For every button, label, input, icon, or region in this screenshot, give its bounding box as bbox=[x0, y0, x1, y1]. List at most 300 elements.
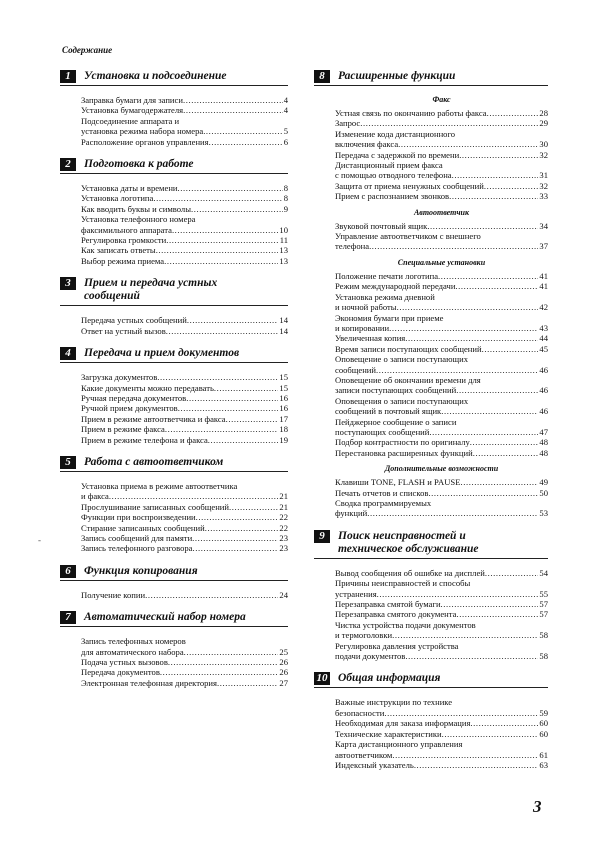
dot-leader bbox=[452, 170, 539, 180]
dot-leader bbox=[392, 750, 538, 760]
section-heading bbox=[314, 70, 548, 86]
toc-page-number: 50 bbox=[539, 487, 548, 498]
toc-entry-text: сообщений bbox=[335, 364, 377, 375]
toc-entry-text: и факса bbox=[81, 491, 109, 502]
toc-entry-text: Прием в режиме автоответчика и факса bbox=[81, 413, 226, 424]
toc-entry bbox=[335, 271, 548, 281]
section-number-badge: 7 bbox=[60, 611, 76, 624]
toc-page-number: 32 bbox=[539, 149, 548, 160]
section-heading bbox=[60, 456, 288, 472]
toc-page-number: 28 bbox=[539, 108, 548, 118]
toc-section bbox=[60, 456, 288, 554]
toc-entry-row bbox=[335, 181, 548, 191]
toc-page-number: 18 bbox=[279, 424, 288, 435]
toc-entry bbox=[81, 678, 288, 688]
toc-section bbox=[60, 158, 288, 266]
toc-page-number: 24 bbox=[279, 589, 288, 600]
toc-entry-row bbox=[335, 589, 548, 599]
toc-page-number: 41 bbox=[539, 281, 548, 292]
dot-leader bbox=[428, 488, 538, 498]
toc-entry-row bbox=[81, 126, 288, 136]
toc-page-number: 41 bbox=[539, 270, 548, 281]
dot-leader bbox=[376, 365, 538, 375]
toc-entry-line: Сводка программируемых bbox=[335, 498, 432, 508]
toc-entry-text: Передача с задержкой по времени bbox=[335, 149, 460, 160]
dot-leader bbox=[427, 221, 538, 231]
toc-entry-text: сообщений в почтовый ящик bbox=[335, 406, 442, 417]
toc-entry-text: Прослушивание записанных сообщений bbox=[81, 501, 230, 512]
toc-entry bbox=[335, 354, 548, 375]
toc-entry-text: Перестановка расширенных функций bbox=[335, 447, 473, 458]
toc-page-number: 60 bbox=[539, 718, 548, 729]
toc-page-number: 26 bbox=[279, 667, 288, 678]
toc-entry-row bbox=[81, 204, 288, 214]
section-number-badge: 4 bbox=[60, 347, 76, 360]
toc-page-number: 45 bbox=[539, 343, 548, 354]
toc-entry bbox=[335, 333, 548, 343]
section-entries bbox=[314, 568, 548, 662]
dot-leader bbox=[470, 718, 538, 728]
toc-entry-line: Установка режима дневной bbox=[335, 291, 435, 302]
section-heading bbox=[60, 565, 288, 581]
toc-entry-text: Прием в режиме факса bbox=[81, 424, 165, 435]
section-number-badge: 2 bbox=[60, 158, 76, 171]
toc-entry-row bbox=[335, 729, 548, 739]
section-entries bbox=[60, 372, 288, 445]
toc-entry-row bbox=[81, 256, 288, 266]
toc-entry bbox=[81, 543, 288, 553]
section-entries bbox=[60, 636, 288, 688]
toc-entry-text: Положение печати логотипа bbox=[335, 270, 439, 281]
toc-page-number: 57 bbox=[539, 599, 548, 610]
toc-entry-row bbox=[81, 403, 288, 413]
dot-leader bbox=[196, 512, 279, 522]
toc-entry-text: автоответчиком bbox=[335, 749, 393, 760]
section-heading bbox=[314, 672, 548, 688]
toc-entry bbox=[335, 718, 548, 728]
toc-entry bbox=[81, 414, 288, 424]
toc-entry-row bbox=[335, 241, 548, 251]
dot-leader bbox=[456, 609, 538, 619]
toc-entry-text: Как вводить буквы и символы bbox=[81, 203, 191, 214]
dot-leader bbox=[369, 241, 538, 251]
toc-entry bbox=[335, 760, 548, 770]
toc-entry bbox=[81, 245, 288, 255]
dot-leader bbox=[153, 193, 282, 203]
toc-entry-row bbox=[335, 365, 548, 375]
section-heading bbox=[60, 70, 288, 86]
section-entries bbox=[314, 221, 548, 252]
toc-entry bbox=[335, 118, 548, 128]
toc-page-number: 57 bbox=[539, 609, 548, 620]
toc-entry bbox=[335, 181, 548, 191]
toc-entry-line: Экономия бумаги при приеме bbox=[335, 312, 444, 323]
dot-leader bbox=[186, 393, 278, 403]
toc-entry bbox=[335, 231, 548, 252]
toc-page-number: 25 bbox=[279, 646, 288, 657]
toc-page-number: 58 bbox=[539, 651, 548, 662]
toc-page-number: 60 bbox=[539, 728, 548, 739]
section-heading bbox=[314, 530, 548, 559]
toc-entry-text: Защита от приема ненужных сообщений bbox=[335, 180, 484, 191]
toc-entry-row bbox=[81, 193, 288, 203]
dot-leader bbox=[397, 302, 539, 312]
toc-entry bbox=[335, 129, 548, 150]
toc-entry-row bbox=[335, 271, 548, 281]
subsection-title: Специальные установки bbox=[397, 257, 486, 267]
toc-page-number: 15 bbox=[279, 382, 288, 393]
toc-entry bbox=[81, 326, 288, 336]
dot-leader bbox=[473, 448, 539, 458]
toc-entry-text: Загрузка документов bbox=[81, 372, 158, 383]
dot-leader bbox=[367, 508, 538, 518]
dot-leader bbox=[405, 651, 538, 661]
section-number-badge: 10 bbox=[314, 672, 330, 685]
toc-entry bbox=[81, 481, 288, 502]
toc-entry-text: Время записи поступающих сообщений bbox=[335, 343, 482, 354]
dot-leader bbox=[160, 667, 279, 677]
toc-page-number: 22 bbox=[279, 522, 288, 533]
dot-leader bbox=[183, 95, 283, 105]
dot-leader bbox=[459, 150, 538, 160]
toc-entry bbox=[81, 383, 288, 393]
toc-entry-text: Увеличенная копия bbox=[335, 333, 406, 344]
toc-entry-text: установка режима набора номера bbox=[81, 126, 204, 137]
toc-page-number: 63 bbox=[539, 759, 548, 770]
toc-entry-text: Индексный указатель bbox=[335, 759, 414, 770]
section-title: Прием и передача устных сообщений bbox=[84, 277, 218, 303]
toc-entry-text: Клавиши TONE, FLASH и PAUSE bbox=[335, 477, 461, 488]
toc-entry bbox=[81, 533, 288, 543]
toc-entry-row bbox=[335, 323, 548, 333]
toc-entry-row bbox=[81, 326, 288, 336]
dot-leader bbox=[209, 137, 283, 147]
toc-page-number: 16 bbox=[279, 392, 288, 403]
dot-leader bbox=[441, 599, 539, 609]
toc-entry-text: Выбор режима приема bbox=[81, 255, 165, 266]
toc-entry bbox=[335, 697, 548, 718]
toc-entry bbox=[335, 498, 548, 519]
toc-entry bbox=[335, 437, 548, 447]
toc-section bbox=[60, 277, 288, 336]
toc-entry bbox=[81, 636, 288, 657]
toc-entry-row bbox=[335, 477, 548, 487]
toc-page-number: 19 bbox=[279, 434, 288, 445]
section-number-badge: 9 bbox=[314, 530, 330, 543]
toc-page-number: 5 bbox=[283, 126, 288, 137]
dot-leader bbox=[156, 245, 279, 255]
toc-entry-text: Как записать ответы bbox=[81, 245, 156, 256]
toc-entry-text: и термоголовки bbox=[335, 630, 393, 641]
dot-leader bbox=[389, 323, 538, 333]
toc-page-number: 44 bbox=[539, 333, 548, 344]
toc-entry-row bbox=[335, 750, 548, 760]
toc-entry-text: Функции при воспроизведении bbox=[81, 512, 196, 523]
toc-entry-text: телефона bbox=[335, 241, 370, 252]
toc-entry-text: Электронная телефонная директория bbox=[81, 677, 217, 688]
toc-entry bbox=[81, 315, 288, 325]
toc-section bbox=[60, 611, 288, 688]
toc-page-number: 31 bbox=[539, 170, 548, 181]
toc-page-number: 42 bbox=[539, 302, 548, 313]
toc-entry bbox=[335, 292, 548, 313]
toc-entry-text: Получение копии bbox=[81, 589, 146, 600]
toc-entry-row bbox=[335, 708, 548, 718]
dot-leader bbox=[482, 344, 539, 354]
toc-entry-line: Пейджерное сообщение о записи bbox=[335, 416, 457, 427]
toc-entry bbox=[335, 477, 548, 487]
toc-entry-line: Установка приема в режиме автоответчика bbox=[81, 480, 238, 491]
toc-page-number: 14 bbox=[279, 315, 288, 326]
section-entries bbox=[60, 183, 288, 266]
toc-entry bbox=[335, 578, 548, 599]
toc-entry-row bbox=[335, 139, 548, 149]
toc-entry-row bbox=[81, 315, 288, 325]
toc-entry-row bbox=[335, 406, 548, 416]
section-number-badge: 5 bbox=[60, 456, 76, 469]
toc-entry-row bbox=[335, 448, 548, 458]
toc-entry-line: Карта дистанционного управления bbox=[335, 739, 463, 750]
dot-leader bbox=[484, 181, 539, 191]
toc-page-number: 13 bbox=[279, 245, 288, 256]
toc-entry-row bbox=[335, 609, 548, 619]
section-title: Поиск неисправностей и техническое обслуживание bbox=[338, 529, 479, 555]
toc-entry-text: Передача устных сообщений bbox=[81, 315, 187, 326]
dot-leader bbox=[157, 372, 278, 382]
subsection-title: Автоответчик bbox=[413, 207, 470, 217]
dot-leader bbox=[183, 105, 283, 115]
toc-entry bbox=[335, 150, 548, 160]
toc-entry-line: Изменение кода дистанционного bbox=[335, 128, 456, 139]
toc-entry bbox=[335, 375, 548, 396]
toc-entry-text: Необходимая для заказа информация bbox=[335, 718, 471, 729]
toc-entry-line: Дистанционный прием факса bbox=[335, 160, 443, 171]
toc-page-number: 21 bbox=[279, 491, 288, 502]
toc-entry-row bbox=[335, 302, 548, 312]
toc-entry bbox=[81, 214, 288, 235]
toc-entry bbox=[81, 116, 288, 137]
toc-entry bbox=[335, 417, 548, 438]
toc-page-number: 47 bbox=[539, 426, 548, 437]
toc-right-column bbox=[314, 70, 548, 781]
toc-entry-text: подачи документов bbox=[335, 651, 406, 662]
dot-leader bbox=[208, 435, 279, 445]
section-number-badge: 3 bbox=[60, 277, 76, 290]
toc-entry-row bbox=[335, 108, 548, 118]
toc-entry-text: безопасности bbox=[335, 707, 385, 718]
dot-leader bbox=[166, 326, 279, 336]
toc-entry-text: Расположение органов управления bbox=[81, 136, 209, 147]
toc-page-number: 30 bbox=[539, 139, 548, 150]
toc-entry-text: записи поступающих сообщений bbox=[335, 385, 457, 396]
section-title: Общая информация bbox=[338, 672, 441, 685]
toc-section bbox=[60, 70, 288, 147]
toc-entry-text: Передача документов bbox=[81, 667, 160, 678]
toc-entry bbox=[335, 448, 548, 458]
dot-leader bbox=[166, 235, 278, 245]
toc-entry-row bbox=[81, 105, 288, 115]
toc-entry-text: Запись сообщений для памяти bbox=[81, 532, 193, 543]
toc-entry-row bbox=[335, 651, 548, 661]
toc-entry-row bbox=[335, 281, 548, 291]
toc-entry bbox=[81, 667, 288, 677]
section-heading bbox=[60, 277, 288, 306]
toc-entry bbox=[81, 590, 288, 600]
toc-entry-row bbox=[81, 393, 288, 403]
section-title: Подготовка к работе bbox=[84, 158, 194, 171]
dot-leader bbox=[384, 708, 538, 718]
toc-entry-text: Печать отчетов и списков bbox=[335, 487, 429, 498]
section-entries bbox=[60, 481, 288, 554]
section-heading bbox=[60, 158, 288, 174]
section-heading bbox=[60, 347, 288, 363]
toc-entry-text: Перезаправка смятой бумаги bbox=[335, 599, 441, 610]
toc-entry bbox=[335, 568, 548, 578]
dot-leader bbox=[456, 385, 538, 395]
toc-entry-text: с помощью отводного телефона bbox=[335, 170, 452, 181]
toc-entry-text: для автоматического набора bbox=[81, 646, 184, 657]
toc-entry-text: Устная связь по окончанию работы факса bbox=[335, 108, 487, 118]
dot-leader bbox=[226, 414, 279, 424]
toc-entry bbox=[335, 620, 548, 641]
toc-entry-text: Вывод сообщения об ошибке на дисплей bbox=[335, 567, 485, 578]
toc-entry bbox=[335, 396, 548, 417]
toc-page-number: 49 bbox=[539, 477, 548, 488]
toc-entry bbox=[335, 191, 548, 201]
toc-entry-row bbox=[81, 657, 288, 667]
toc-entry-text: Какие документы можно передавать bbox=[81, 382, 214, 393]
toc-entry-row bbox=[81, 225, 288, 235]
toc-entry-row bbox=[81, 424, 288, 434]
toc-page-number: 33 bbox=[539, 191, 548, 202]
toc-entry-row bbox=[81, 372, 288, 382]
toc-entry-text: поступающих сообщений bbox=[335, 426, 430, 437]
toc-entry bbox=[81, 95, 288, 105]
section-title: Автоматический набор номера bbox=[84, 611, 246, 624]
toc-entry-row bbox=[81, 95, 288, 105]
toc-entry-row bbox=[335, 488, 548, 498]
toc-page-number: 15 bbox=[279, 372, 288, 383]
toc-page-number: 13 bbox=[279, 255, 288, 266]
toc-entry-text: Запрос bbox=[335, 118, 361, 129]
toc-entry-text: включения факса bbox=[335, 139, 399, 150]
toc-entry-row bbox=[335, 760, 548, 770]
toc-entry-line: Подсоединение аппарата и bbox=[81, 115, 180, 126]
toc-entry bbox=[335, 599, 548, 609]
toc-entry-row bbox=[335, 118, 548, 128]
toc-entry-row bbox=[81, 383, 288, 393]
toc-page-number: 27 bbox=[279, 677, 288, 688]
dot-leader bbox=[164, 256, 278, 266]
toc-entry bbox=[81, 523, 288, 533]
dot-leader bbox=[442, 729, 539, 739]
subsection-title: Факс bbox=[432, 95, 451, 104]
section-number-badge: 8 bbox=[314, 70, 330, 83]
dot-leader bbox=[214, 383, 278, 393]
toc-entry-row bbox=[81, 435, 288, 445]
toc-entry bbox=[335, 221, 548, 231]
page-header: Содержание bbox=[62, 45, 113, 55]
toc-section bbox=[314, 672, 548, 770]
toc-entry-line: Оповещение об окончании времени для bbox=[335, 374, 481, 385]
toc-entry-text: Прием в режиме телефона и факса bbox=[81, 434, 208, 445]
toc-entry bbox=[335, 609, 548, 619]
section-entries bbox=[60, 315, 288, 336]
dot-leader bbox=[165, 424, 279, 434]
toc-entry-row bbox=[81, 543, 288, 553]
toc-entry-row bbox=[81, 523, 288, 533]
toc-entry-row bbox=[81, 502, 288, 512]
toc-entry bbox=[81, 502, 288, 512]
toc-entry-row bbox=[335, 170, 548, 180]
toc-entry-row bbox=[81, 667, 288, 677]
dot-leader bbox=[487, 108, 539, 118]
toc-section bbox=[314, 70, 548, 519]
toc-section bbox=[314, 530, 548, 662]
dot-leader bbox=[168, 657, 279, 667]
dot-leader bbox=[203, 126, 283, 136]
section-entries bbox=[60, 590, 288, 600]
toc-entry bbox=[335, 739, 548, 760]
toc-entry-line: Регулировка давления устройства bbox=[335, 640, 459, 651]
toc-entry-row bbox=[81, 678, 288, 688]
toc-entry bbox=[81, 235, 288, 245]
toc-page-number: 9 bbox=[283, 203, 288, 214]
dot-leader bbox=[438, 271, 538, 281]
toc-entry bbox=[335, 108, 548, 118]
toc-entry-text: и копировании bbox=[335, 322, 390, 333]
section-heading bbox=[60, 611, 288, 627]
section-entries bbox=[60, 95, 288, 147]
dot-leader bbox=[455, 281, 538, 291]
toc-entry-text: факсимильного аппарата bbox=[81, 224, 172, 235]
toc-entry-text: Подача устных вызовов bbox=[81, 657, 168, 667]
toc-entry-text: Режим международной передачи bbox=[335, 281, 456, 292]
toc-entry-line: Оповещение о записи поступающих bbox=[335, 354, 469, 365]
dot-leader bbox=[405, 333, 538, 343]
toc-entry bbox=[81, 372, 288, 382]
toc-page-number: 54 bbox=[539, 567, 548, 578]
dot-leader bbox=[217, 678, 278, 688]
toc-entry-text: Заправка бумаги для записи bbox=[81, 95, 183, 105]
dot-leader bbox=[414, 760, 539, 770]
section-entries bbox=[314, 477, 548, 519]
toc-entry-row bbox=[335, 150, 548, 160]
toc-entry-text: Ручная передача документов bbox=[81, 392, 187, 403]
toc-entry-text: Прием с распознанием звонков bbox=[335, 191, 450, 202]
toc-entry-line: Запись телефонных номеров bbox=[81, 636, 186, 647]
toc-entry-row bbox=[335, 427, 548, 437]
dot-leader bbox=[193, 543, 279, 553]
dot-leader bbox=[229, 502, 278, 512]
toc-entry-line: Управление автоответчиком с внешнего bbox=[335, 231, 481, 242]
toc-page-number: 29 bbox=[539, 118, 548, 129]
toc-entry-row bbox=[81, 183, 288, 193]
dot-leader bbox=[377, 589, 539, 599]
toc-entry bbox=[81, 512, 288, 522]
toc-entry bbox=[81, 183, 288, 193]
dot-leader bbox=[172, 225, 278, 235]
page-number: 3 bbox=[533, 797, 542, 816]
section-entries bbox=[314, 271, 548, 458]
toc-page-number: 23 bbox=[279, 532, 288, 543]
dot-leader bbox=[187, 315, 279, 325]
dot-leader bbox=[109, 491, 279, 501]
toc-entry-text: Запись телефонного разговора bbox=[81, 543, 193, 554]
toc-entry-row bbox=[335, 344, 548, 354]
toc-entry-text: и ночной работы bbox=[335, 302, 397, 313]
toc-page-number: 4 bbox=[283, 95, 288, 105]
